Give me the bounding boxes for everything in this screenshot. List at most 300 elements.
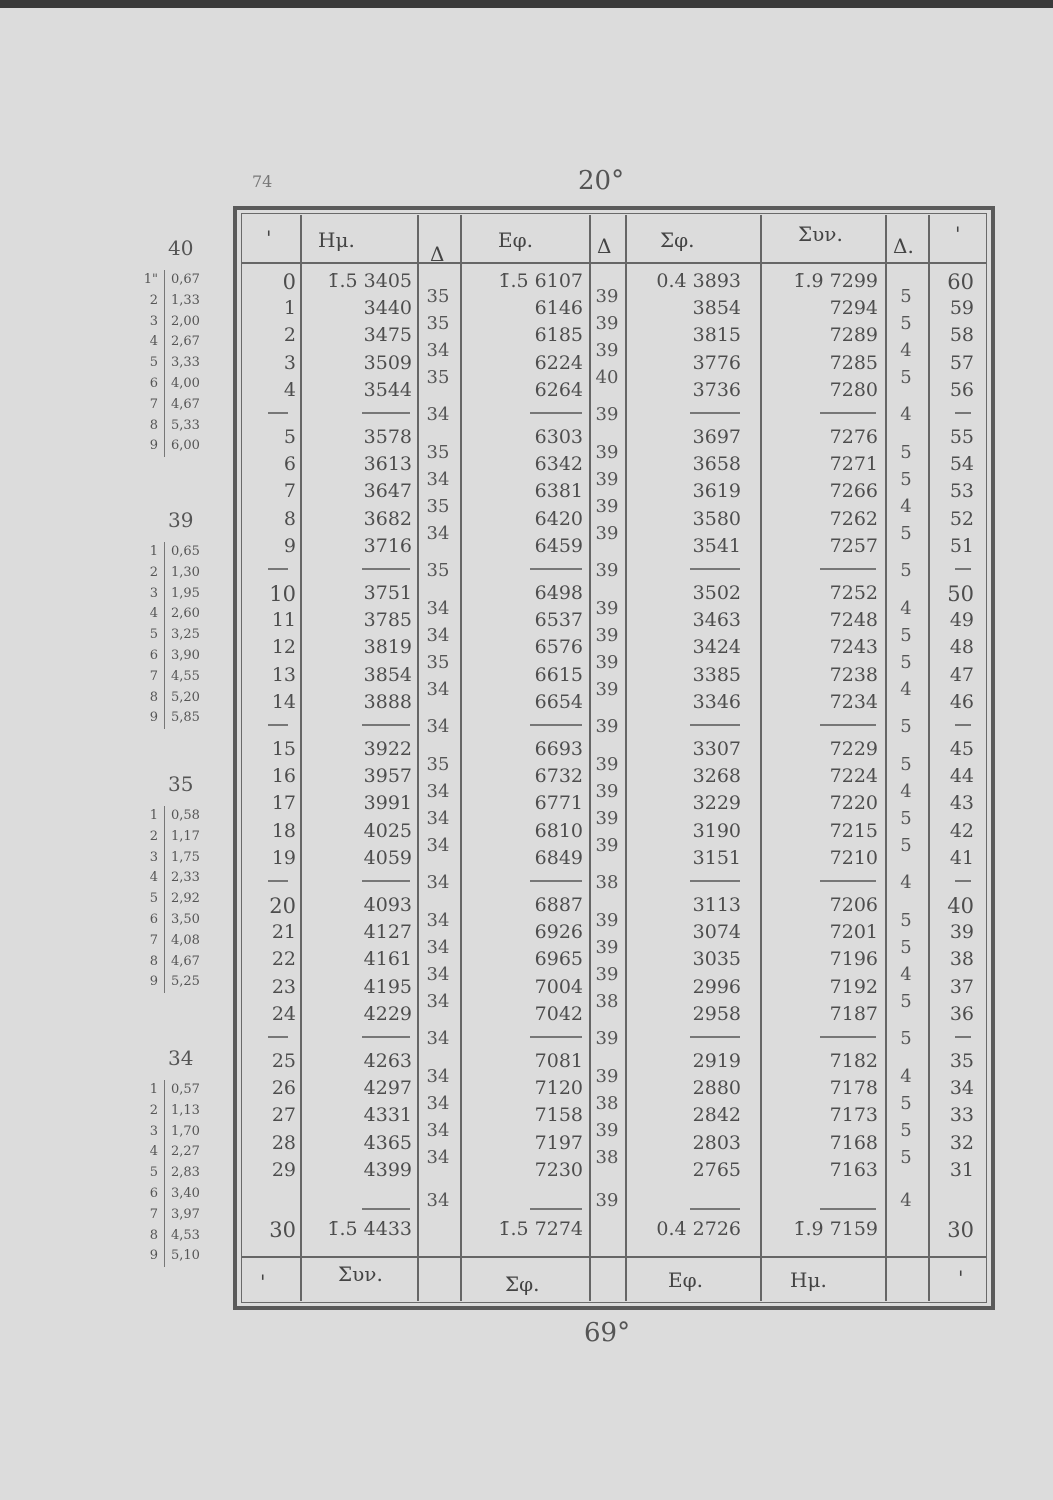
log-cos-cell: 7271: [829, 453, 878, 476]
log-tan-cell: 7042: [534, 1002, 583, 1025]
delta-tan-cell: 39: [595, 679, 619, 701]
delta-tan-cell: 39: [595, 716, 619, 738]
delta-sin-cell: 35: [426, 312, 450, 334]
group-separator: [268, 568, 288, 570]
delta-tan-cell: 39: [595, 404, 619, 426]
minute-cell: 9: [283, 534, 296, 557]
prop-key: 8: [149, 953, 158, 969]
log-cot-cell: 3697: [692, 426, 741, 448]
log-cot-cell: 3113: [692, 894, 741, 916]
log-tan-cell: 7158: [534, 1104, 583, 1127]
delta-sin-cell: 34: [426, 991, 450, 1013]
delta-sin-cell: 35: [426, 652, 450, 673]
delta-sin-cell: 34: [426, 716, 450, 738]
log-tan-cell: 1̄.5 7274: [498, 1218, 583, 1240]
delta-sin-cell: 34: [426, 835, 450, 857]
log-cos-cell: 7252: [829, 582, 878, 604]
prop-key: 2: [149, 1102, 158, 1118]
delta-cos-cell: 4: [900, 964, 912, 985]
prop-table-row: [130, 291, 200, 312]
group-separator: [820, 880, 876, 882]
delta-cos-cell: 5: [900, 652, 912, 673]
delta-cos-cell: 4: [900, 1065, 912, 1087]
log-sin-cell: 4365: [363, 1131, 412, 1154]
prop-value: 5,25: [164, 972, 200, 993]
minute-cell: 8: [283, 507, 296, 530]
log-sin-cell: 4297: [363, 1077, 412, 1100]
minute-right-cell: 60: [947, 270, 974, 294]
minute-right-cell: 51: [949, 534, 974, 557]
minute-cell: 3: [283, 351, 296, 374]
delta-sin-cell: 35: [426, 441, 450, 463]
delta-tan-cell: 39: [595, 1065, 619, 1087]
delta-cos-cell: 5: [900, 560, 912, 582]
prop-value: 0,58: [164, 806, 200, 827]
log-cos-cell: 7294: [829, 297, 878, 320]
delta-tan-cell: 39: [595, 624, 619, 646]
prop-value: 3,33: [164, 353, 200, 374]
log-tan-cell: 6303: [534, 426, 583, 448]
delta-cos-cell: 5: [900, 716, 912, 738]
minute-right-cell: 59: [949, 297, 974, 320]
log-sin-cell: 3957: [363, 765, 412, 788]
prop-key: 2: [149, 292, 158, 308]
log-tan-cell: 6537: [534, 609, 583, 632]
log-sin-cell: 3440: [363, 297, 412, 320]
delta-sin-cell: 34: [426, 1147, 450, 1169]
prop-table-row: [130, 952, 200, 973]
log-tan-cell: 6264: [534, 378, 583, 401]
prop-value: 2,92: [164, 889, 200, 910]
footer-sin: Ημ.: [790, 1268, 827, 1292]
log-sin-cell: 1̄.5 3405: [327, 270, 412, 292]
log-tan-cell: 7197: [534, 1131, 583, 1154]
prop-table-row: [130, 1246, 200, 1267]
log-tan-cell: 6849: [534, 846, 583, 869]
log-cot-cell: 3190: [692, 819, 741, 842]
log-cot-cell: 3229: [692, 792, 741, 815]
footer-cos: Συν.: [338, 1262, 383, 1286]
prop-table-row: [130, 436, 200, 457]
prop-table-row: [130, 604, 200, 625]
prop-key: 2: [149, 828, 158, 844]
prop-table-row: [130, 868, 200, 889]
log-tan-cell: 6810: [534, 819, 583, 842]
log-cos-cell: 7196: [829, 948, 878, 971]
log-tan-cell: 7120: [534, 1077, 583, 1100]
group-separator: [268, 724, 288, 726]
group-separator: [362, 412, 410, 414]
delta-cos-cell: 5: [900, 808, 912, 829]
minute-cell: 4: [283, 378, 296, 401]
group-separator: [820, 412, 876, 414]
log-sin-cell: 3785: [363, 609, 412, 632]
delta-tan-cell: 38: [595, 991, 619, 1013]
prop-value: 1,95: [164, 584, 200, 605]
prop-value: 1,17: [164, 827, 200, 848]
delta-tan-cell: 39: [595, 597, 619, 619]
prop-table-row: [130, 1080, 200, 1101]
group-separator: [690, 412, 740, 414]
group-separator: [820, 1208, 876, 1210]
log-cot-cell: 3619: [692, 480, 741, 503]
log-cos-cell: 7248: [829, 609, 878, 632]
group-separator: [820, 724, 876, 726]
prop-table-row: [130, 353, 200, 374]
log-cos-cell: 7206: [829, 894, 878, 916]
log-tan-cell: 6381: [534, 480, 583, 503]
group-separator: [530, 412, 582, 414]
log-sin-cell: 3647: [363, 480, 412, 503]
prop-table-row: [130, 688, 200, 709]
prop-table-row: [130, 1163, 200, 1184]
minute-right-cell: 31: [949, 1158, 974, 1181]
delta-cos-cell: 5: [900, 285, 912, 307]
log-sin-cell: 3475: [363, 324, 412, 347]
header-minutes-right: ': [955, 222, 961, 246]
group-separator: [955, 568, 971, 570]
prop-value: 0,57: [164, 1080, 200, 1101]
prop-value: 4,67: [164, 395, 200, 416]
delta-sin-cell: 34: [426, 624, 450, 646]
delta-cos-cell: 5: [900, 1028, 912, 1050]
delta-sin-cell: 34: [426, 597, 450, 619]
delta-cos-cell: 5: [900, 753, 912, 775]
prop-value: 1,70: [164, 1122, 200, 1143]
delta-tan-cell: 39: [595, 312, 619, 334]
log-sin-cell: 4331: [363, 1104, 412, 1127]
prop-table: [130, 542, 200, 729]
footer-cot: Σφ.: [505, 1272, 540, 1296]
minute-cell: 16: [271, 765, 296, 788]
delta-tan-cell: 39: [595, 964, 619, 985]
prop-key: 9: [149, 1248, 158, 1264]
delta-tan-cell: 39: [595, 1028, 619, 1050]
delta-sin-cell: 34: [426, 523, 450, 545]
delta-sin-cell: 35: [426, 560, 450, 582]
prop-key: 9: [149, 974, 158, 990]
group-separator: [820, 568, 876, 570]
page-number: 74: [252, 172, 273, 191]
log-tan-cell: 6693: [534, 738, 583, 760]
log-cot-cell: 2996: [692, 975, 741, 998]
prop-value: 2,00: [164, 312, 200, 333]
prop-value: 2,83: [164, 1163, 200, 1184]
log-cot-cell: 3815: [692, 324, 741, 347]
minute-right-cell: 52: [949, 507, 974, 530]
log-cos-cell: 7280: [829, 378, 878, 401]
delta-cos-cell: 5: [900, 367, 912, 389]
minute-cell: 27: [271, 1104, 296, 1127]
log-cos-cell: 1̄.9 7159: [793, 1218, 878, 1240]
degree-heading-top: 20°: [578, 166, 625, 196]
log-sin-cell: 3682: [363, 507, 412, 530]
prop-value: 6,00: [164, 436, 200, 457]
prop-key: 5: [149, 1165, 158, 1181]
prop-table-row: [130, 1226, 200, 1247]
log-tan-cell: 6576: [534, 636, 583, 659]
delta-cos-cell: 5: [900, 1120, 912, 1141]
delta-cos-cell: 4: [900, 496, 912, 517]
minute-cell: 21: [271, 921, 296, 944]
log-cot-cell: 2765: [692, 1158, 741, 1181]
prop-value: 5,33: [164, 416, 200, 437]
delta-cos-cell: 5: [900, 909, 912, 931]
minute-right-cell: 35: [949, 1050, 974, 1072]
minute-right-cell: 33: [949, 1104, 974, 1127]
prop-key: 4: [149, 1144, 158, 1160]
log-cos-cell: 7285: [829, 351, 878, 374]
delta-cos-cell: 5: [900, 936, 912, 958]
prop-table-row: [130, 910, 200, 931]
prop-key: 5: [149, 627, 158, 643]
log-sin-cell: 4161: [363, 948, 412, 971]
group-separator: [530, 880, 582, 882]
log-cot-cell: 3074: [692, 921, 741, 944]
prop-table-row: [130, 848, 200, 869]
delta-sin-cell: 34: [426, 679, 450, 701]
minute-right-cell: 47: [949, 663, 974, 686]
log-cot-cell: 3035: [692, 948, 741, 971]
log-tan-cell: 6887: [534, 894, 583, 916]
delta-cos-cell: 5: [900, 835, 912, 857]
log-cos-cell: 7234: [829, 690, 878, 713]
prop-table-row: [130, 584, 200, 605]
delta-tan-cell: 40: [595, 367, 619, 389]
prop-value: 2,67: [164, 332, 200, 353]
minute-cell: 13: [271, 663, 296, 686]
delta-cos-cell: 5: [900, 312, 912, 334]
prop-table-row: [130, 395, 200, 416]
delta-tan-cell: 39: [595, 441, 619, 463]
delta-sin-cell: 34: [426, 1092, 450, 1114]
minute-cell: 0: [282, 270, 296, 294]
prop-table-row: [130, 806, 200, 827]
delta-sin-cell: 34: [426, 1120, 450, 1141]
group-separator: [362, 568, 410, 570]
delta-cos-cell: 4: [900, 1190, 912, 1212]
prop-table-row: [130, 1142, 200, 1163]
prop-value: 2,60: [164, 604, 200, 625]
prop-key: 1: [149, 1082, 158, 1097]
prop-table-row: [130, 646, 200, 667]
minute-right-cell: 45: [949, 738, 974, 760]
log-sin-cell: 3991: [363, 792, 412, 815]
log-sin-cell: 3509: [363, 351, 412, 374]
prop-table-row: [130, 667, 200, 688]
log-cos-cell: 7266: [829, 480, 878, 503]
prop-value: 4,55: [164, 667, 200, 688]
log-sin-cell: 4263: [363, 1050, 412, 1072]
prop-table-title: 40: [168, 236, 194, 260]
minute-cell: 22: [271, 948, 296, 971]
minute-cell: 23: [271, 975, 296, 998]
log-cot-cell: 3385: [692, 663, 741, 686]
prop-key: 2: [149, 564, 158, 580]
group-separator: [820, 1036, 876, 1038]
delta-cos-cell: 4: [900, 872, 912, 894]
prop-key: 9: [149, 438, 158, 454]
minute-cell: 6: [283, 453, 296, 476]
log-cot-cell: 3151: [692, 846, 741, 869]
group-separator: [690, 724, 740, 726]
minute-cell: 19: [271, 846, 296, 869]
prop-table-row: [130, 416, 200, 437]
log-cot-cell: 3463: [692, 609, 741, 632]
log-cos-cell: 7224: [829, 765, 878, 788]
prop-table-row: [130, 708, 200, 729]
delta-tan-cell: 39: [595, 340, 619, 361]
minute-cell: 25: [271, 1050, 296, 1072]
prop-table: [130, 1080, 200, 1267]
prop-key: 6: [149, 647, 158, 663]
delta-cos-cell: 5: [900, 991, 912, 1013]
delta-sin-cell: 34: [426, 780, 450, 802]
footer-minutes: ': [260, 1270, 266, 1294]
log-cot-cell: 3776: [692, 351, 741, 374]
log-cot-cell: 3424: [692, 636, 741, 659]
prop-key: 6: [149, 1185, 158, 1201]
delta-tan-cell: 38: [595, 1147, 619, 1169]
prop-value: 4,67: [164, 952, 200, 973]
minute-cell: 11: [271, 609, 296, 632]
minute-right-cell: 49: [949, 609, 974, 632]
footer-tan: Εφ.: [668, 1268, 703, 1292]
log-sin-cell: 4093: [363, 894, 412, 916]
header-delta-tan: Δ: [597, 234, 612, 258]
delta-tan-cell: 39: [595, 909, 619, 931]
prop-key: 5: [149, 355, 158, 371]
minute-right-cell: 30: [947, 1218, 974, 1242]
delta-tan-cell: 39: [595, 1190, 619, 1212]
log-cos-cell: 7182: [829, 1050, 878, 1072]
log-cos-cell: 7289: [829, 324, 878, 347]
log-sin-cell: 4195: [363, 975, 412, 998]
prop-value: 4,00: [164, 374, 200, 395]
delta-cos-cell: 5: [900, 523, 912, 545]
footer-rule: [242, 1256, 986, 1258]
log-cos-cell: 7178: [829, 1077, 878, 1100]
prop-table: [130, 806, 200, 993]
minute-right-cell: 38: [949, 948, 974, 971]
footer-minutes-right: ': [958, 1266, 964, 1290]
prop-table-row: [130, 1205, 200, 1226]
group-separator: [530, 568, 582, 570]
log-sin-cell: 3922: [363, 738, 412, 760]
prop-key: 7: [149, 668, 158, 684]
log-cos-cell: 7168: [829, 1131, 878, 1154]
log-cos-cell: 7220: [829, 792, 878, 815]
log-cos-cell: 7243: [829, 636, 878, 659]
log-tan-cell: 6420: [534, 507, 583, 530]
delta-sin-cell: 34: [426, 808, 450, 829]
prop-table-row: [130, 1101, 200, 1122]
prop-table-row: [130, 563, 200, 584]
minute-right-cell: 34: [949, 1077, 974, 1100]
prop-table: [130, 270, 200, 457]
group-separator: [690, 880, 740, 882]
log-cos-cell: 7276: [829, 426, 878, 448]
minute-cell: 30: [269, 1218, 296, 1242]
log-cos-cell: 7187: [829, 1002, 878, 1025]
top-edge-shadow: [0, 0, 1053, 8]
log-tan-cell: 6732: [534, 765, 583, 788]
minute-right-cell: 42: [949, 819, 974, 842]
delta-tan-cell: 39: [595, 523, 619, 545]
prop-value: 2,33: [164, 868, 200, 889]
header-cos: Συν.: [798, 222, 843, 246]
minute-right-cell: 53: [949, 480, 974, 503]
delta-cos-cell: 5: [900, 441, 912, 463]
header-delta-sin: Δ: [430, 242, 445, 266]
group-separator: [530, 1036, 582, 1038]
delta-sin-cell: 34: [426, 936, 450, 958]
prop-value: 0,67: [164, 270, 200, 291]
prop-key: 4: [149, 334, 158, 350]
log-tan-cell: 6224: [534, 351, 583, 374]
prop-table-row: [130, 972, 200, 993]
prop-table-row: [130, 332, 200, 353]
prop-value: 5,20: [164, 688, 200, 709]
log-cot-cell: 3736: [692, 378, 741, 401]
log-sin-cell: 3613: [363, 453, 412, 476]
prop-value: 5,85: [164, 708, 200, 729]
minute-right-cell: 32: [949, 1131, 974, 1154]
log-tan-cell: 6342: [534, 453, 583, 476]
prop-value: 3,97: [164, 1205, 200, 1226]
log-sin-cell: 4059: [363, 846, 412, 869]
delta-cos-cell: 5: [900, 624, 912, 646]
minute-cell: 14: [271, 690, 296, 713]
prop-key: 8: [149, 417, 158, 433]
delta-sin-cell: 35: [426, 496, 450, 517]
group-separator: [362, 1208, 410, 1210]
prop-key: 4: [149, 870, 158, 886]
delta-sin-cell: 34: [426, 468, 450, 490]
prop-table-row: [130, 931, 200, 952]
log-tan-cell: 6771: [534, 792, 583, 815]
delta-tan-cell: 39: [595, 652, 619, 673]
delta-sin-cell: 35: [426, 753, 450, 775]
prop-key: 1": [143, 272, 158, 287]
delta-sin-cell: 34: [426, 340, 450, 361]
group-separator: [362, 724, 410, 726]
log-cot-cell: 3502: [692, 582, 741, 604]
log-tan-cell: 7081: [534, 1050, 583, 1072]
delta-cos-cell: 5: [900, 1147, 912, 1169]
log-cot-cell: 3268: [692, 765, 741, 788]
log-cos-cell: 7163: [829, 1158, 878, 1181]
group-separator: [268, 412, 288, 414]
prop-value: 4,08: [164, 931, 200, 952]
delta-tan-cell: 39: [595, 285, 619, 307]
group-separator: [362, 1036, 410, 1038]
minute-right-cell: 58: [949, 324, 974, 347]
log-cos-cell: 7215: [829, 819, 878, 842]
log-tan-cell: 6926: [534, 921, 583, 944]
minute-right-cell: 41: [949, 846, 974, 869]
prop-table-row: [130, 374, 200, 395]
prop-value: 1,33: [164, 291, 200, 312]
prop-key: 3: [149, 313, 158, 329]
log-cot-cell: 2842: [692, 1104, 741, 1127]
log-tan-cell: 1̄.5 6107: [498, 270, 583, 292]
header-tan: Εφ.: [498, 228, 533, 252]
log-cot-cell: 3854: [692, 297, 741, 320]
delta-tan-cell: 39: [595, 496, 619, 517]
delta-tan-cell: 38: [595, 1092, 619, 1114]
prop-value: 1,13: [164, 1101, 200, 1122]
